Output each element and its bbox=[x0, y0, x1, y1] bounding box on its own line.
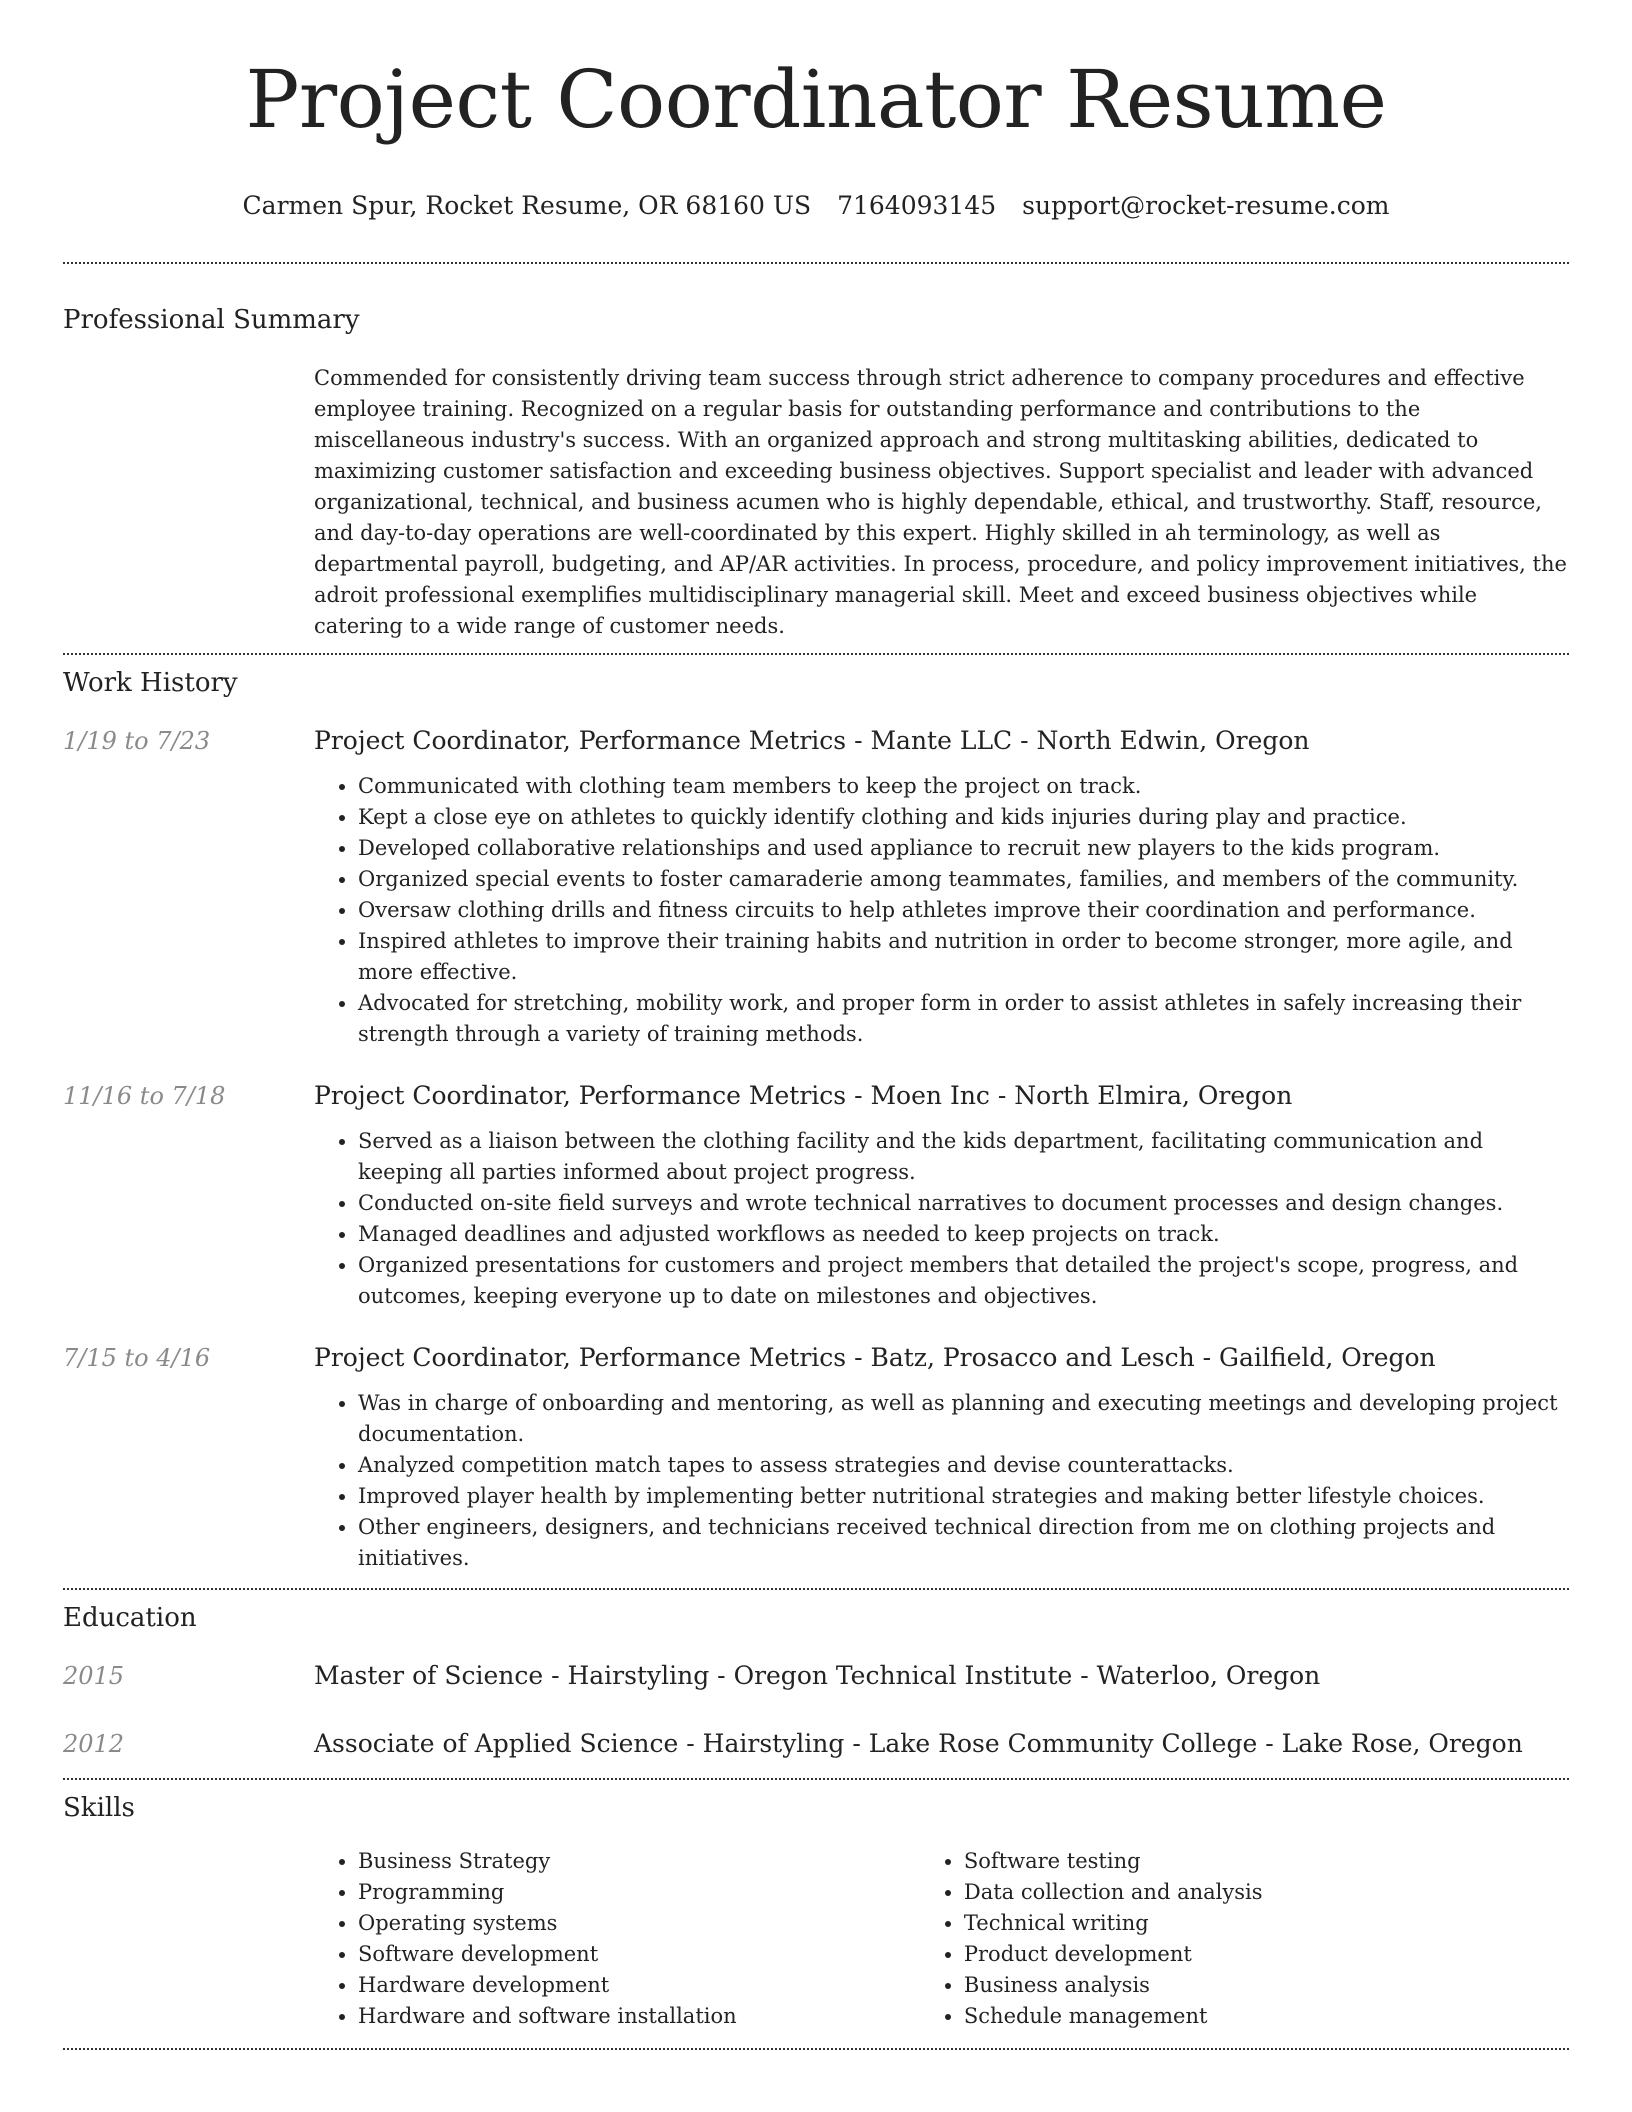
skill-item: • Product development bbox=[964, 1939, 1569, 1970]
divider bbox=[63, 653, 1569, 655]
list-item: • Analyzed competition match tapes to assess strategies and devise counterattacks. bbox=[358, 1450, 1569, 1481]
education-degree: Master of Science - Hairstyling - Oregon Technical Institute - Waterloo, Oregon bbox=[314, 1661, 1321, 1690]
skill-item: • Hardware and software installation bbox=[358, 2001, 920, 2032]
education-entry bbox=[63, 1728, 1569, 1760]
list-item: • Served as a liaison between the clothing facility and the kids department, facilitating communication and keeping all parties informed about project progress. bbox=[358, 1126, 1569, 1188]
section-title-summary: Professional Summary bbox=[63, 305, 360, 335]
job-bullets bbox=[314, 1388, 1569, 1574]
section-title-work-history: Work History bbox=[63, 668, 238, 698]
job-entry bbox=[63, 1342, 1569, 1374]
list-item: • Communicated with clothing team members to keep the project on track. bbox=[358, 771, 1569, 802]
divider bbox=[63, 262, 1569, 264]
contact-phone: 7164093145 bbox=[837, 191, 997, 220]
list-item: • Other engineers, designers, and technicians received technical direction from me on clothing projects and initiatives. bbox=[358, 1512, 1569, 1574]
job-entry bbox=[63, 725, 1569, 757]
section-title-skills: Skills bbox=[63, 1793, 135, 1823]
divider bbox=[63, 2048, 1569, 2050]
contact-email: support@rocket-resume.com bbox=[1022, 191, 1390, 220]
list-item: • Conducted on-site field surveys and wrote technical narratives to document processes and design changes. bbox=[358, 1188, 1569, 1219]
job-title: Project Coordinator, Performance Metrics - Batz, Prosacco and Lesch - Gailfield, Oregon bbox=[314, 1343, 1436, 1372]
skill-item: • Schedule management bbox=[964, 2001, 1569, 2032]
education-entry bbox=[63, 1660, 1569, 1692]
skill-item: • Hardware development bbox=[358, 1970, 920, 2001]
list-item: • Inspired athletes to improve their training habits and nutrition in order to become stronger, more agile, and more effective. bbox=[358, 926, 1569, 988]
job-dates: 1/19 to 7/23 bbox=[63, 727, 211, 755]
education-degree: Associate of Applied Science - Hairstyling - Lake Rose Community College - Lake Rose, Oregon bbox=[314, 1729, 1523, 1758]
skills-column-right bbox=[920, 1846, 1569, 2032]
divider bbox=[63, 1588, 1569, 1590]
education-year: 2015 bbox=[63, 1662, 125, 1690]
list-item: • Developed collaborative relationships and used appliance to recruit new players to the kids program. bbox=[358, 833, 1569, 864]
summary-text: Commended for consistently driving team success through strict adherence to company procedures and effective employee training. Recognized on a regular basis for outstanding performance and contributions to the miscellaneous industry's success. With an organized approach and strong multitasking abilities, dedicated to maximizing customer satisfaction and exceeding business objectives. Support specialist and leader with advanced organizational, technical, and business acumen who is highly dependable, ethical, and trustworthy. Staff, resource, and day-to-day operations are well-coordinated by this expert. Highly skilled in ah terminology, as well as departmental payroll, budgeting, and AP/AR activities. In process, procedure, and policy improvement initiatives, the adroit professional exemplifies multidisciplinary managerial skill. Meet and exceed business objectives while catering to a wide range of customer needs. bbox=[314, 366, 1567, 638]
list-item: • Was in charge of onboarding and mentoring, as well as planning and executing meetings and developing project documentation. bbox=[358, 1388, 1569, 1450]
job-title: Project Coordinator, Performance Metrics - Mante LLC - North Edwin, Oregon bbox=[314, 726, 1310, 755]
skill-item: • Business analysis bbox=[964, 1970, 1569, 2001]
job-bullets bbox=[314, 1126, 1569, 1312]
job-bullets bbox=[314, 771, 1569, 1050]
contact-line bbox=[63, 190, 1569, 222]
list-item: • Organized presentations for customers and project members that detailed the project's scope, progress, and outcomes, keeping everyone up to date on milestones and objectives. bbox=[358, 1250, 1569, 1312]
skill-item: • Technical writing bbox=[964, 1908, 1569, 1939]
job-dates: 11/16 to 7/18 bbox=[63, 1082, 226, 1110]
skill-item: • Operating systems bbox=[358, 1908, 920, 1939]
job-title: Project Coordinator, Performance Metrics - Moen Inc - North Elmira, Oregon bbox=[314, 1081, 1293, 1110]
divider bbox=[63, 1778, 1569, 1780]
list-item: • Kept a close eye on athletes to quickly identify clothing and kids injuries during play and practice. bbox=[358, 802, 1569, 833]
skill-item: • Software testing bbox=[964, 1846, 1569, 1877]
page-title: Project Coordinator Resume bbox=[245, 53, 1387, 146]
skill-item: • Programming bbox=[358, 1877, 920, 1908]
contact-address: Carmen Spur, Rocket Resume, OR 68160 US bbox=[242, 191, 812, 220]
education-year: 2012 bbox=[63, 1730, 125, 1758]
skill-item: • Business Strategy bbox=[358, 1846, 920, 1877]
job-entry bbox=[63, 1080, 1569, 1112]
skills-column-left bbox=[314, 1846, 920, 2032]
skills-list bbox=[314, 1846, 1569, 2032]
section-title-education: Education bbox=[63, 1603, 197, 1633]
list-item: • Advocated for stretching, mobility work, and proper form in order to assist athletes in safely increasing their strength through a variety of training methods. bbox=[358, 988, 1569, 1050]
list-item: • Oversaw clothing drills and fitness circuits to help athletes improve their coordination and performance. bbox=[358, 895, 1569, 926]
skill-item: • Data collection and analysis bbox=[964, 1877, 1569, 1908]
job-dates: 7/15 to 4/16 bbox=[63, 1344, 211, 1372]
list-item: • Managed deadlines and adjusted workflows as needed to keep projects on track. bbox=[358, 1219, 1569, 1250]
list-item: • Improved player health by implementing better nutritional strategies and making better lifestyle choices. bbox=[358, 1481, 1569, 1512]
skill-item: • Software development bbox=[358, 1939, 920, 1970]
list-item: • Organized special events to foster camaraderie among teammates, families, and members of the community. bbox=[358, 864, 1569, 895]
